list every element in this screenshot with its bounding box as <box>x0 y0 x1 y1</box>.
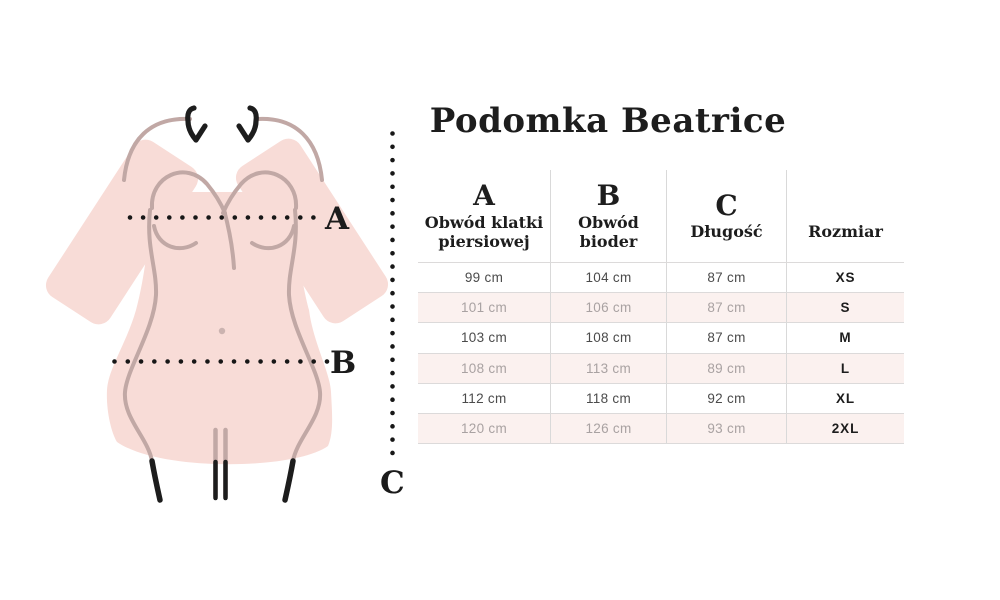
size-table-header <box>418 170 904 263</box>
navel-dot <box>219 328 225 334</box>
header-cell-hips <box>551 170 667 262</box>
header-cell-length <box>667 170 787 262</box>
table-row <box>418 263 904 293</box>
header-cell-size <box>787 170 904 262</box>
length-cell: 87 cm <box>667 263 787 292</box>
length-cell: 89 cm <box>667 354 787 383</box>
hanger-hook-icons <box>188 108 257 140</box>
chest-cell: 108 cm <box>418 354 551 383</box>
garment-diagram <box>0 0 420 600</box>
hips-cell: 118 cm <box>551 384 667 413</box>
header-letter-c: C <box>715 189 738 223</box>
hips-cell: 113 cm <box>551 354 667 383</box>
length-cell: 87 cm <box>667 293 787 322</box>
hips-cell: 104 cm <box>551 263 667 292</box>
leg-strokes <box>152 461 293 500</box>
size-table <box>418 170 904 444</box>
hips-label: B <box>330 345 357 381</box>
length-cell: 87 cm <box>667 323 787 352</box>
header-letter-b: B <box>596 179 621 213</box>
header-label-hips: Obwód bioder <box>578 212 639 252</box>
hips-cell: 108 cm <box>551 323 667 352</box>
page-title: Podomka Beatrice <box>429 101 787 141</box>
chest-cell: 103 cm <box>418 323 551 352</box>
header-cell-chest <box>418 170 551 262</box>
header-label-chest: Obwód klatki piersiowej <box>424 212 544 252</box>
header-letter-a: A <box>473 179 495 213</box>
table-row <box>418 293 904 323</box>
chest-cell: 101 cm <box>418 293 551 322</box>
table-row <box>418 414 904 444</box>
length-cell: 92 cm <box>667 384 787 413</box>
chest-cell: 112 cm <box>418 384 551 413</box>
table-row <box>418 323 904 353</box>
length-cell: 93 cm <box>667 414 787 443</box>
size-cell: XL <box>835 390 856 406</box>
header-label-size: Rozmiar <box>808 222 883 242</box>
chest-label: A <box>325 201 350 237</box>
size-cell: 2XL <box>831 421 860 437</box>
header-label-length: Długość <box>690 222 763 242</box>
chest-cell: 99 cm <box>418 263 551 292</box>
table-row <box>418 354 904 384</box>
size-cell: L <box>840 360 851 376</box>
size-cell: S <box>840 300 851 316</box>
size-cell: XS <box>835 270 856 286</box>
length-label: C <box>380 465 405 501</box>
table-row <box>418 384 904 414</box>
size-cell: M <box>839 330 852 346</box>
chest-cell: 120 cm <box>418 414 551 443</box>
hips-cell: 106 cm <box>551 293 667 322</box>
hips-cell: 126 cm <box>551 414 667 443</box>
